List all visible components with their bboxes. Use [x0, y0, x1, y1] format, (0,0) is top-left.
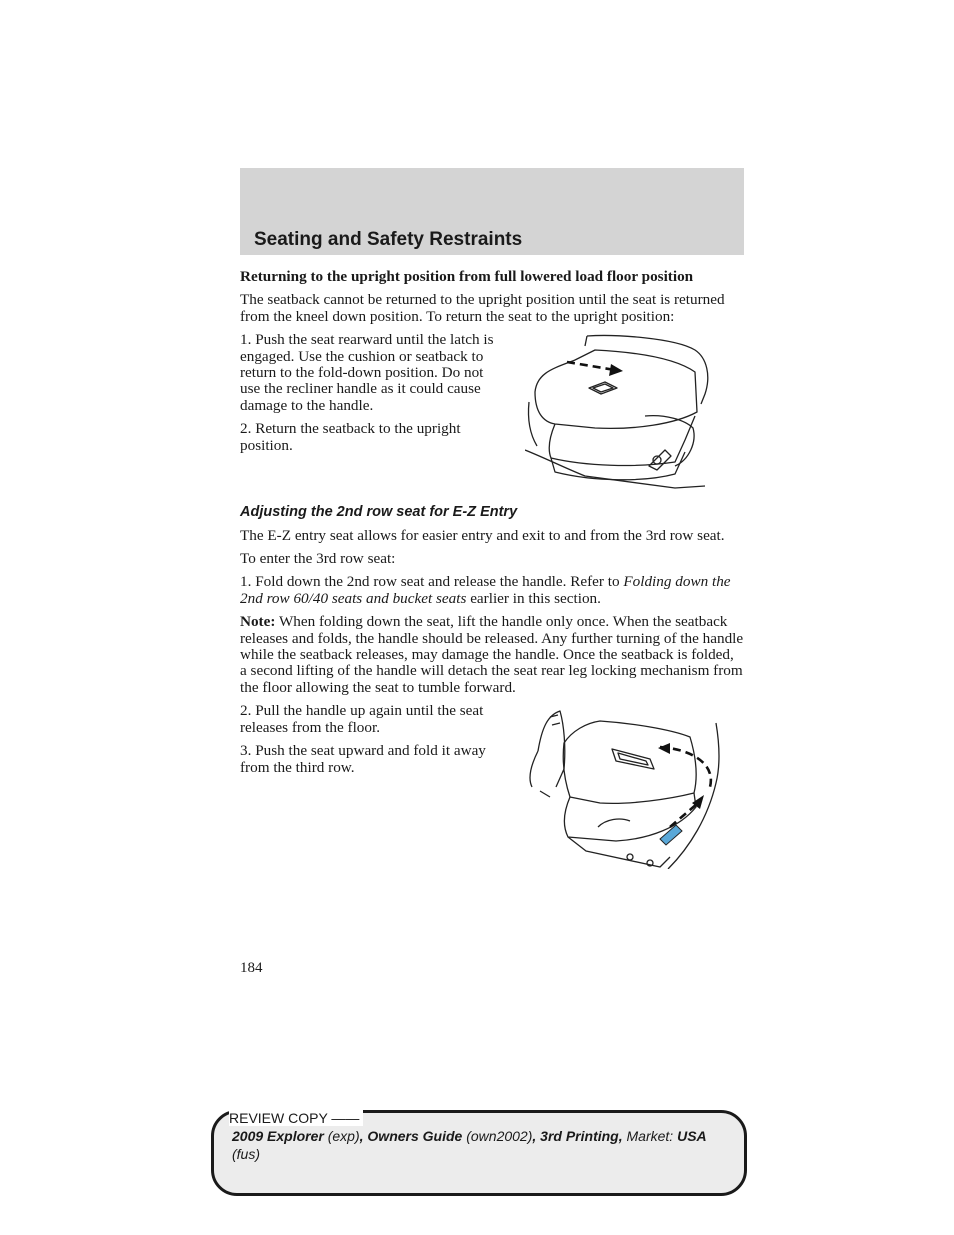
note-label: Note:: [240, 613, 276, 631]
footer-text: [232, 1127, 742, 1163]
footer-model-code: (exp): [323, 1128, 360, 1144]
paragraph-intro-ez-entry: The E-Z entry seat allows for easier entry and exit to and from the 3rd row seat.: [240, 526, 725, 544]
cross-reference-link: Folding down the 2nd row 60/40 seats and bucket seats: [240, 573, 731, 607]
footer-market-code: (fus): [232, 1146, 260, 1162]
seat-upright-illustration: [525, 332, 725, 492]
step-2-upright: 2. Return the seatback to the upright position.: [240, 420, 461, 454]
page-content: [240, 269, 744, 873]
section-header-band: [240, 168, 744, 255]
footer-printing: , 3rd Printing,: [532, 1128, 623, 1144]
step-1-upright: 1. Push the seat rearward until the latch is engaged. Use the cushion or seatback to return to the fold-down position. Do not use the recliner handle as it could cause damage to the handle.: [240, 331, 494, 414]
step-3-ez-entry: 3. Push the seat upward and fold it away from the third row.: [240, 742, 486, 776]
step-1-ez-entry: [240, 574, 744, 607]
page-number: 184: [240, 960, 263, 976]
step-1-text: 1. Fold down the 2nd row seat and release the handle. Refer to: [240, 573, 624, 591]
subheading-upright: Returning to the upright position from full lowered load floor position: [240, 268, 694, 285]
steps-upright: [240, 332, 495, 454]
paragraph-intro-upright: The seatback cannot be returned to the upright position until the seat is returned from the kneel down position. To return the seat to the upright position:: [240, 291, 725, 325]
footer-guide: , Owners Guide: [359, 1128, 463, 1144]
footer-review-label: REVIEW COPY ——: [229, 1110, 363, 1126]
footer-model: 2009 Explorer: [232, 1128, 324, 1144]
paragraph-enter-third-row: To enter the 3rd row seat:: [240, 550, 396, 568]
step-block-upright: [240, 332, 744, 504]
footer-market-label: Market:: [622, 1128, 678, 1144]
step-block-ez-entry: [240, 703, 744, 873]
steps-ez-entry: [240, 703, 495, 776]
footer-guide-code: (own2002): [462, 1128, 533, 1144]
note-paragraph: [240, 614, 744, 696]
step-2-ez-entry: 2. Pull the handle up again until the seat releases from the floor.: [240, 702, 484, 736]
step-1-suffix: earlier in this section.: [466, 589, 601, 607]
footer-market: USA: [677, 1128, 707, 1144]
section-title: Seating and Safety Restraints: [254, 229, 523, 250]
seat-tumble-illustration: [520, 707, 720, 869]
note-text: When folding down the seat, lift the handle only once. When the seatback releases and folds, the handle should be released. Any further turning of the handle while the seatback releases, may damage the handle. Once the seatback is folded, a second lifting of the handle will detach the seat rear leg locking mechanism from the floor allowing the seat to tumble forward.: [240, 613, 744, 696]
subheading-ez-entry: Adjusting the 2nd row seat for E-Z Entry: [240, 504, 518, 521]
